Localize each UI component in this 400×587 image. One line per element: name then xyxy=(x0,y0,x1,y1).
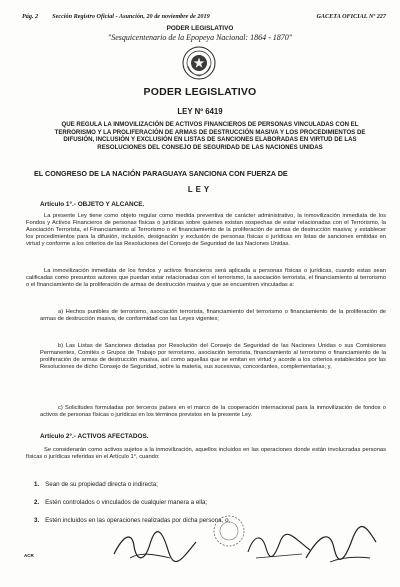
page-number: Pág. 2 xyxy=(22,13,39,20)
list-number: 2. xyxy=(34,499,40,506)
article-1-paragraph-1 xyxy=(26,213,386,248)
footer-initials: ACR xyxy=(24,553,34,558)
stamp-icon xyxy=(212,514,246,548)
signature-left xyxy=(110,524,200,568)
section-info: Sección Registro Oficial - Asunción, 20 de noviembre de 2019 xyxy=(52,13,210,20)
gazette-number: GACETA OFICIAL Nº 227 xyxy=(316,13,386,20)
list-text: Estén controlados o vinculados de cualquier manera a ella; xyxy=(45,499,208,506)
list-number: 1. xyxy=(34,481,40,488)
article-2-paragraph-1 xyxy=(26,447,386,461)
list-item xyxy=(34,481,386,488)
paragraph-text: La presente Ley tiene como objeto regular como medida preventiva de carácter administrativo, la inmovilización inmediata de los Fondos y Activos Financieros de personas físicas o jurídicas sobre quienes existan sospechas de estar relacionadas con el Terrorismo, la Asociación Terrorista, el Financiamiento al Terrorismo o el financiamiento de la proliferación de armas de destrucción masiva; y establecer los procedimientos para la difusión, inclusión, designación y exclusión de personas físicas o jurídicas en listas de sanciones emitidas en virtud y conforme a los criterios de las Resoluciones del Consejo de Seguridad de las Naciones Unidas. xyxy=(26,213,386,247)
poder-legislativo-small: PODER LEGISLATIVO xyxy=(166,25,234,32)
national-seal-icon xyxy=(182,46,216,80)
item-text: b) Las Listas de Sanciones dictadas por Resolución del Consejo de Seguridad de las Naciones Unidas o sus Comisiones Permanentes, Comités o Grupos de Trabajo por terrorismo, asociación terrorista, financiamiento al terrorismo o financiamiento de la proliferación de armas de destrucción masiva, así como aquellas que se emitan en virtud y acorde a los criterios establecidos por las Resoluciones de dicho Consejo de Seguridad, sobre la materia, sus sucesivas, concordantes, complementarias; y, xyxy=(40,343,386,370)
item-text: c) Solicitudes formuladas por terceros países en el marco de la cooperación internacional para la inmovilización de fondos o activos de personas físicas o jurídicas en los términos previstos en la presente Ley. xyxy=(40,405,386,418)
article-1-paragraph-2 xyxy=(26,268,386,289)
law-number: LEY Nº 6419 xyxy=(177,107,223,116)
sesquicentenario-motto: "Sesquicentenario de la Epopeya Nacional: 1864 - 1870" xyxy=(107,33,293,42)
law-title: QUE REGULA LA INMOVILIZACIÓN DE ACTIVOS FINANCIEROS DE PERSONAS VINCULADAS CON EL TERRORISMO Y LA PROLIFERACIÓN DE ARMAS DE DESTRUCCIÓN MASIVA Y LOS PROCEDIMIENTOS DE DIFUSIÓN, INCLUSIÓN Y EXCLUSIÓN EN LISTAS DE SANCIONES ELABORADAS EN VIRTUD DE LAS RESOLUCIONES DEL CONSEJO DE SEGURIDAD DE LAS NACIONES UNIDAS xyxy=(54,121,366,151)
article-1-item-b xyxy=(40,343,386,371)
gazette-header xyxy=(22,13,386,20)
item-text: a) Hechos punibles de terrorismo, asociación terrorista, financiamiento del terrorismo o financiamiento de la proliferación de armas de destrucción masiva, de conformidad con las Leyes vigentes; xyxy=(40,309,386,322)
congress-enacting-clause: EL CONGRESO DE LA NACIÓN PARAGUAYA SANCIONA CON FUERZA DE xyxy=(34,169,288,178)
paragraph-text: Se considerarán como activos sujetos a la inmovilización, aquellos incluidos en las operaciones donde están involucradas personas físicas o jurídicas referidas en el Artículo 1°, cuando: xyxy=(26,447,386,460)
paragraph-text: La inmovilización inmediata de los fondos y activos financieros será aplicada a personas físicas o jurídicas, cuando estas sean calificadas como presuntos autores que puedan estar relacionadas con el terrorismo, la asociación terrorista, el financiamiento al terrorismo o el financiamiento de la proliferación de armas de destrucción masiva y que se encuentren vinculadas a: xyxy=(26,268,386,288)
signature-right xyxy=(300,522,380,568)
list-text: Estén incluidos en las operaciones realizadas por dicha persona, o, xyxy=(45,517,231,524)
article-1-item-c xyxy=(40,405,386,419)
list-item xyxy=(34,499,386,506)
ley-heading: LEY xyxy=(187,185,213,194)
list-number: 3. xyxy=(34,517,40,524)
list-text: Sean de su propiedad directa o indirecta; xyxy=(45,481,158,488)
article-1-heading: Artículo 1°.- OBJETO Y ALCANCE. xyxy=(40,201,145,208)
poder-legislativo-title: PODER LEGISLATIVO xyxy=(143,86,257,98)
article-2-heading: Artículo 2°.- ACTIVOS AFECTADOS. xyxy=(40,433,149,440)
article-1-item-a xyxy=(40,309,386,323)
